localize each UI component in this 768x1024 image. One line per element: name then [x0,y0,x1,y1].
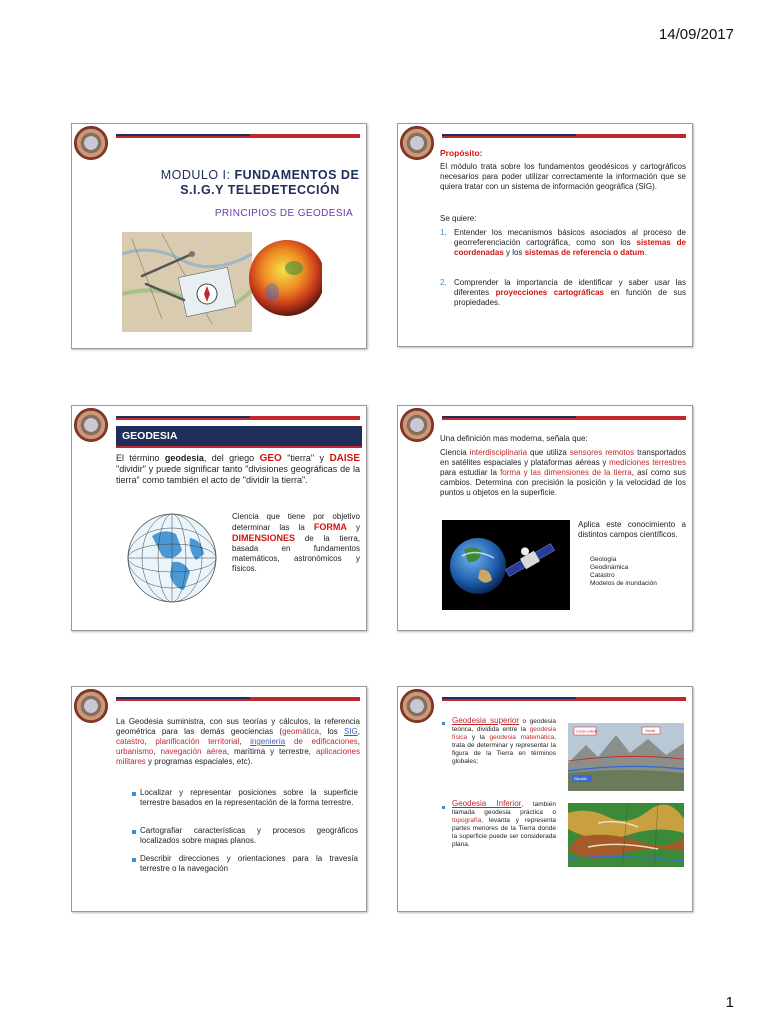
university-seal-logo [400,126,434,160]
university-seal-logo [400,408,434,442]
etymology-paragraph: El término geodesia, del griego GEO "tierra" y DAISE "dividir" y puede significar tanto "divisiones geográficas de la tierra" como también el acto de "dividir la tierra". [116,453,360,485]
header-stripe [116,697,360,701]
handout-date: 14/09/2017 [658,26,734,43]
university-seal-logo [74,126,108,160]
geoid-landscape-image [568,723,684,791]
slide-2 [397,123,693,347]
field-item: Modelos de inundación [590,580,657,587]
field-item: Catastro [590,572,615,579]
slide-3 [71,405,367,631]
modern-definition: Ciencia interdisciplinaria que utiliza sensores remotos transportados en satélites espaciales y plataformas aéreas y mediciones terrestres para estudiar la forma y las dimensiones de la tierra, así como sus cambios. Determina con precisión la posición y la velocidad de los puntos u objetos en la superficie. [440,448,687,497]
university-seal-logo [74,689,108,723]
section-title: GEODESIA [116,426,362,446]
list-item-1: Entender los mecanismos básicos asociados al proceso de georreferenciación cartográfica, como son los sistemas de coordenadas y los sistemas de referencia o datum. [454,228,686,257]
bullet-icon [442,806,445,809]
bullet-icon [442,722,445,725]
upper-geodesy-text: Geodesia superior o geodesia teórica, dividida entre la geodesia física y la geodesia matemática, trata de determinar y representar la figura de la Tierra en términos globales; [452,716,556,765]
purpose-paragraph: El módulo trata sobre los fundamentos geodésicos y cartográficos necesarios para poder utilizar correctamente la información que se quiera tratar con un sistema de información geográfica (SIG). [440,162,686,191]
purpose-heading: Propósito: [440,148,483,158]
university-seal-logo [74,408,108,442]
photo-label: Cuerpo celeste [576,729,598,734]
slide-6 [397,686,693,912]
science-definition: Ciencia que tiene por objetivo determinar las la FORMA y DIMENSIONES de la tierra, basada en fundamentos matemáticos, astronómicos y físicos. [232,512,360,573]
earth-satellite-image [442,520,570,610]
field-item: Geología [590,556,617,563]
list-number-1: 1. [440,228,447,237]
photo-label: Elipsoide [574,777,587,781]
applications-text: Aplica este conocimiento a distintos campos científicos. [578,520,686,539]
list-item: Cartografiar características y procesos geográficos localizados sobre mapas planos. [140,826,358,845]
slide-subtitle: PRINCIPIOS DE GEODESIA [214,208,354,219]
map-compass-globe-image [122,224,322,336]
header-stripe [442,697,686,701]
bullet-icon [132,858,136,862]
topographic-map-image [568,803,684,867]
slide-5 [71,686,367,912]
header-stripe [442,416,686,420]
wireframe-globe-image [124,510,220,606]
bullet-icon [132,830,136,834]
slide-4 [397,405,693,631]
geodesy-supplies-paragraph: La Geodesia suministra, con sus teorías y cálculos, la referencia geométrica para las demás geociencias (geomática, los SIG, catastro, planificación territorial, ingeniería de edificaciones, urbanismo, navegación aérea, marítima y terrestre, aplicaciones militares y programas espaciales, etc). [116,717,360,766]
list-item: Describir direcciones y orientaciones para la travesía terrestre o la navegación [140,854,358,873]
definition-intro: Una definición mas moderna, señala que: [440,434,588,443]
header-stripe [116,416,360,420]
university-seal-logo [400,689,434,723]
header-stripe [442,134,686,138]
lower-geodesy-text: Geodesia Inferior, también llamada geodesia práctica o topografía, levanta y representa partes menores de la Tierra donde la superficie puede ser considerada plana. [452,799,556,848]
se-quiere-label: Se quiere: [440,214,477,223]
photo-label: Geoide [645,729,656,733]
header-stripe [116,134,360,138]
list-number-2: 2. [440,278,447,287]
slide-1 [71,123,367,349]
slide-title: MODULO I: FUNDAMENTOS DE S.I.G.Y TELEDETECCIÓN [160,168,360,197]
page-number: 1 [725,994,734,1011]
list-item: Localizar y representar posiciones sobre la superficie terrestre basados en la representación de la forma terrestre. [140,788,358,807]
field-item: Geodinámica [590,564,629,571]
bullet-icon [132,792,136,796]
list-item-2: Comprender la importancia de identificar y saber usar las diferentes proyecciones cartográficas en función de sus propiedades. [454,278,687,307]
